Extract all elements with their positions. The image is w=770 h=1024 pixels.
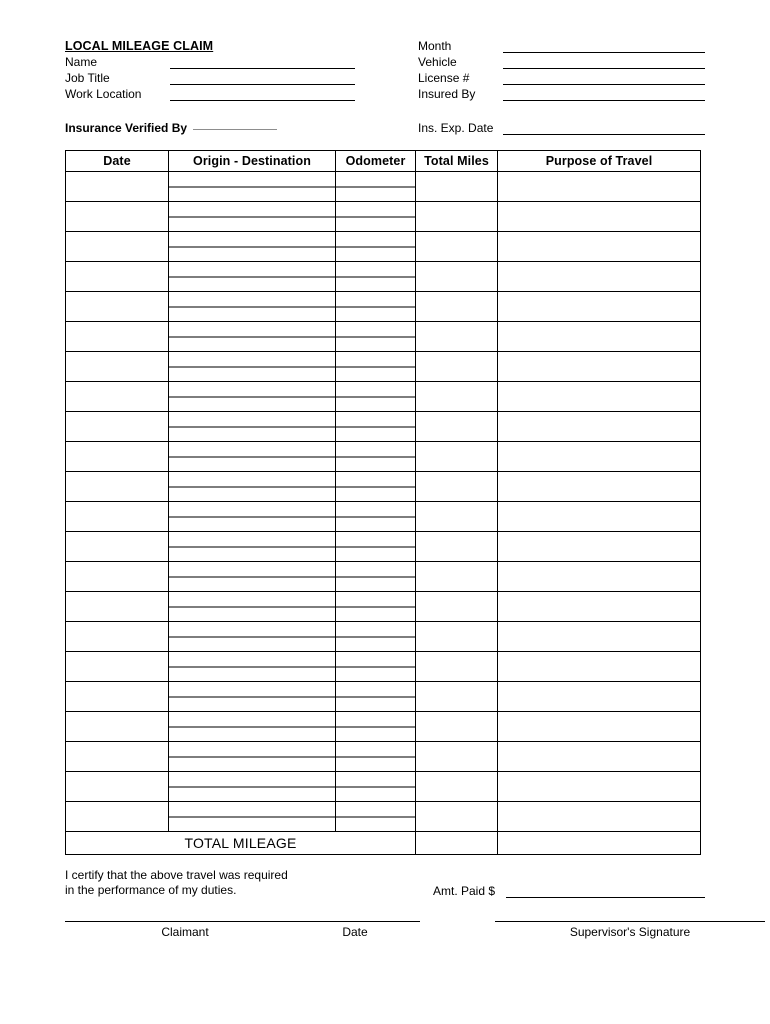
cell-odometer [336, 532, 416, 562]
table-row [66, 322, 701, 352]
odometer-subcell[interactable] [336, 367, 415, 368]
cell-purpose-of-travel[interactable] [498, 292, 701, 322]
origin-subcell[interactable] [169, 367, 335, 368]
field-ins-exp-date-rule[interactable] [503, 134, 705, 135]
origin-subcell-group [169, 396, 335, 398]
cell-purpose-of-travel[interactable] [498, 202, 701, 232]
origin-subcell[interactable] [169, 727, 335, 728]
table-row [66, 412, 701, 442]
mileage-entries-table [65, 150, 701, 855]
cell-origin-destination [169, 772, 336, 802]
odometer-subcell-group [336, 216, 415, 218]
table-header [66, 151, 701, 172]
field-license-number-label: License # [418, 71, 470, 85]
table-row [66, 472, 701, 502]
cell-origin-destination [169, 262, 336, 292]
origin-subcell[interactable] [169, 697, 335, 698]
cell-origin-destination [169, 502, 336, 532]
cell-purpose-of-travel[interactable] [498, 382, 701, 412]
column-header-purpose-of-travel: Purpose of Travel [498, 151, 701, 172]
cell-date[interactable] [66, 202, 169, 232]
cell-total-miles[interactable] [416, 562, 498, 592]
claimant-signature-line[interactable] [65, 921, 420, 922]
odometer-subcell[interactable] [336, 517, 415, 518]
origin-subcell[interactable] [169, 637, 335, 638]
cell-date[interactable] [66, 412, 169, 442]
odometer-subcell-group [336, 666, 415, 668]
origin-subcell-group [169, 486, 335, 488]
field-job-title-label: Job Title [65, 71, 110, 85]
field-vehicle-label: Vehicle [418, 55, 457, 69]
field-amount-paid-rule[interactable] [506, 897, 705, 898]
cell-purpose-of-travel[interactable] [498, 532, 701, 562]
cell-date[interactable] [66, 622, 169, 652]
field-amount-paid-label: Amt. Paid $ [433, 884, 496, 898]
table-row [66, 172, 701, 202]
claimant-signature-block[interactable] [65, 921, 420, 951]
odometer-subcell[interactable] [336, 307, 415, 308]
cell-date[interactable] [66, 532, 169, 562]
total-mileage-label: TOTAL MILEAGE [66, 832, 416, 855]
cell-odometer [336, 652, 416, 682]
field-vehicle-rule[interactable] [503, 68, 705, 69]
odometer-subcell[interactable] [336, 337, 415, 338]
table-row [66, 442, 701, 472]
table-row [66, 352, 701, 382]
origin-subcell-group [169, 366, 335, 368]
odometer-subcell-group [336, 816, 415, 818]
cell-date[interactable] [66, 802, 169, 832]
column-header-origin-destination: Origin - Destination [169, 151, 336, 172]
cell-date[interactable] [66, 472, 169, 502]
cell-date[interactable] [66, 322, 169, 352]
field-vehicle[interactable] [418, 54, 705, 70]
odometer-subcell-group [336, 336, 415, 338]
odometer-subcell[interactable] [336, 607, 415, 608]
odometer-subcell[interactable] [336, 697, 415, 698]
origin-subcell-group [169, 306, 335, 308]
table-row [66, 712, 701, 742]
origin-subcell-group [169, 786, 335, 788]
odometer-subcell[interactable] [336, 757, 415, 758]
cell-origin-destination [169, 652, 336, 682]
cell-date[interactable] [66, 682, 169, 712]
origin-subcell-group [169, 666, 335, 668]
cell-date[interactable] [66, 262, 169, 292]
odometer-subcell[interactable] [336, 577, 415, 578]
cell-purpose-of-travel[interactable] [498, 742, 701, 772]
odometer-subcell[interactable] [336, 397, 415, 398]
cell-odometer [336, 682, 416, 712]
field-insurance-verified-by-rule[interactable] [193, 129, 277, 130]
cell-origin-destination [169, 412, 336, 442]
cell-total-miles[interactable] [416, 712, 498, 742]
cell-origin-destination [169, 712, 336, 742]
odometer-subcell-group [336, 396, 415, 398]
odometer-subcell[interactable] [336, 817, 415, 818]
field-job-title-rule[interactable] [170, 84, 355, 85]
odometer-subcell-group [336, 456, 415, 458]
table-row [66, 502, 701, 532]
odometer-subcell-group [336, 246, 415, 248]
cell-total-miles[interactable] [416, 292, 498, 322]
cell-purpose-of-travel[interactable] [498, 232, 701, 262]
cell-purpose-of-travel[interactable] [498, 502, 701, 532]
cell-odometer [336, 442, 416, 472]
table-row [66, 772, 701, 802]
cell-origin-destination [169, 292, 336, 322]
table-row [66, 202, 701, 232]
odometer-subcell-group [336, 726, 415, 728]
column-header-odometer: Odometer [336, 151, 416, 172]
cell-odometer [336, 262, 416, 292]
origin-subcell-group [169, 636, 335, 638]
table-row [66, 622, 701, 652]
table-row [66, 652, 701, 682]
cell-origin-destination [169, 562, 336, 592]
claimant-date-caption: Date [342, 925, 368, 939]
table-row [66, 382, 701, 412]
origin-subcell-group [169, 816, 335, 818]
cell-total-miles[interactable] [416, 502, 498, 532]
cell-total-miles[interactable] [416, 202, 498, 232]
origin-subcell[interactable] [169, 757, 335, 758]
header-right-column [418, 38, 705, 102]
origin-subcell[interactable] [169, 217, 335, 218]
cell-odometer [336, 382, 416, 412]
field-name-label: Name [65, 55, 98, 69]
field-insurance-verified-by-label: Insurance Verified By [65, 121, 188, 135]
odometer-subcell-group [336, 426, 415, 428]
cell-total-miles[interactable] [416, 352, 498, 382]
table-row [66, 562, 701, 592]
cell-odometer [336, 592, 416, 622]
field-ins-exp-date[interactable] [418, 120, 705, 136]
field-insured-by-rule[interactable] [503, 100, 705, 101]
origin-subcell[interactable] [169, 607, 335, 608]
odometer-subcell[interactable] [336, 187, 415, 188]
cell-odometer [336, 232, 416, 262]
cell-date[interactable] [66, 712, 169, 742]
cell-date[interactable] [66, 652, 169, 682]
table-row [66, 262, 701, 292]
cell-origin-destination [169, 322, 336, 352]
cell-date[interactable] [66, 292, 169, 322]
cell-total-miles[interactable] [416, 802, 498, 832]
odometer-subcell[interactable] [336, 427, 415, 428]
cell-origin-destination [169, 742, 336, 772]
cell-total-miles[interactable] [416, 412, 498, 442]
cell-origin-destination [169, 352, 336, 382]
cell-total-miles[interactable] [416, 442, 498, 472]
cell-odometer [336, 202, 416, 232]
table-row [66, 292, 701, 322]
cell-purpose-of-travel[interactable] [498, 802, 701, 832]
odometer-subcell[interactable] [336, 667, 415, 668]
odometer-subcell[interactable] [336, 247, 415, 248]
cell-origin-destination [169, 382, 336, 412]
odometer-subcell-group [336, 786, 415, 788]
cell-odometer [336, 772, 416, 802]
odometer-subcell[interactable] [336, 457, 415, 458]
cell-purpose-of-travel[interactable] [498, 352, 701, 382]
cell-total-miles[interactable] [416, 232, 498, 262]
origin-subcell-group [169, 426, 335, 428]
total-mileage-value-cell[interactable] [416, 832, 498, 855]
odometer-subcell[interactable] [336, 277, 415, 278]
origin-subcell[interactable] [169, 307, 335, 308]
origin-subcell[interactable] [169, 577, 335, 578]
column-header-date: Date [66, 151, 169, 172]
odometer-subcell-group [336, 636, 415, 638]
cell-odometer [336, 802, 416, 832]
cell-total-miles[interactable] [416, 322, 498, 352]
field-amount-paid[interactable] [433, 883, 705, 899]
origin-subcell[interactable] [169, 277, 335, 278]
header-left-column [65, 38, 355, 102]
origin-subcell-group [169, 516, 335, 518]
odometer-subcell[interactable] [336, 217, 415, 218]
cell-origin-destination [169, 442, 336, 472]
form-footer [65, 868, 705, 958]
field-work-location[interactable] [65, 86, 355, 102]
cell-total-miles[interactable] [416, 772, 498, 802]
form-header [65, 38, 705, 143]
odometer-subcell-group [336, 366, 415, 368]
field-job-title[interactable] [65, 70, 355, 86]
origin-subcell[interactable] [169, 667, 335, 668]
field-month[interactable] [418, 38, 705, 54]
field-insured-by-label: Insured By [418, 87, 476, 101]
column-header-total-miles: Total Miles [416, 151, 498, 172]
cell-odometer [336, 712, 416, 742]
field-month-rule[interactable] [503, 52, 705, 53]
cell-date[interactable] [66, 562, 169, 592]
certification-line-2: in the performance of my duties. [65, 883, 237, 897]
origin-subcell[interactable] [169, 337, 335, 338]
odometer-subcell-group [336, 486, 415, 488]
cell-odometer [336, 502, 416, 532]
field-month-label: Month [418, 39, 452, 53]
field-insured-by[interactable] [418, 86, 705, 102]
field-insurance-verified-by[interactable] [65, 120, 277, 136]
cell-purpose-of-travel[interactable] [498, 412, 701, 442]
odometer-subcell-group [336, 186, 415, 188]
origin-subcell[interactable] [169, 397, 335, 398]
cell-purpose-of-travel[interactable] [498, 262, 701, 292]
odometer-subcell-group [336, 306, 415, 308]
origin-subcell[interactable] [169, 487, 335, 488]
cell-purpose-of-travel[interactable] [498, 682, 701, 712]
origin-subcell-group [169, 456, 335, 458]
cell-date[interactable] [66, 232, 169, 262]
total-mileage-purpose-cell[interactable] [498, 832, 701, 855]
cell-date[interactable] [66, 592, 169, 622]
cell-total-miles[interactable] [416, 742, 498, 772]
cell-total-miles[interactable] [416, 472, 498, 502]
field-work-location-label: Work Location [65, 87, 142, 101]
cell-purpose-of-travel[interactable] [498, 472, 701, 502]
cell-origin-destination [169, 472, 336, 502]
origin-subcell-group [169, 546, 335, 548]
field-ins-exp-date-label: Ins. Exp. Date [418, 121, 494, 135]
odometer-subcell[interactable] [336, 487, 415, 488]
odometer-subcell-group [336, 576, 415, 578]
table-row [66, 802, 701, 832]
total-mileage-row [66, 832, 701, 855]
certification-line-1: I certify that the above travel was required [65, 868, 288, 882]
odometer-subcell-group [336, 756, 415, 758]
cell-total-miles[interactable] [416, 262, 498, 292]
cell-total-miles[interactable] [416, 532, 498, 562]
table-footer [66, 832, 701, 855]
cell-odometer [336, 412, 416, 442]
cell-total-miles[interactable] [416, 682, 498, 712]
cell-purpose-of-travel[interactable] [498, 592, 701, 622]
supervisor-signature-line[interactable] [495, 921, 765, 922]
cell-odometer [336, 292, 416, 322]
origin-subcell[interactable] [169, 787, 335, 788]
cell-purpose-of-travel[interactable] [498, 172, 701, 202]
table-row [66, 232, 701, 262]
table-row [66, 592, 701, 622]
claimant-signature-caption: Claimant [161, 925, 209, 939]
origin-subcell[interactable] [169, 247, 335, 248]
cell-total-miles[interactable] [416, 382, 498, 412]
origin-subcell[interactable] [169, 817, 335, 818]
origin-subcell-group [169, 276, 335, 278]
cell-origin-destination [169, 802, 336, 832]
origin-subcell[interactable] [169, 517, 335, 518]
cell-origin-destination [169, 532, 336, 562]
odometer-subcell-group [336, 546, 415, 548]
cell-odometer [336, 352, 416, 382]
cell-purpose-of-travel[interactable] [498, 442, 701, 472]
supervisor-signature-block[interactable] [495, 921, 765, 951]
cell-date[interactable] [66, 772, 169, 802]
cell-total-miles[interactable] [416, 652, 498, 682]
cell-odometer [336, 622, 416, 652]
cell-total-miles[interactable] [416, 592, 498, 622]
cell-odometer [336, 562, 416, 592]
supervisor-signature-caption: Supervisor's Signature [569, 925, 691, 939]
cell-purpose-of-travel[interactable] [498, 622, 701, 652]
odometer-subcell[interactable] [336, 547, 415, 548]
odometer-subcell-group [336, 696, 415, 698]
cell-origin-destination [169, 592, 336, 622]
cell-purpose-of-travel[interactable] [498, 712, 701, 742]
page-title: LOCAL MILEAGE CLAIM [65, 39, 214, 53]
cell-odometer [336, 172, 416, 202]
table-body [66, 172, 701, 832]
field-license-number-rule[interactable] [503, 84, 705, 85]
cell-total-miles[interactable] [416, 172, 498, 202]
origin-subcell-group [169, 216, 335, 218]
table-row [66, 742, 701, 772]
cell-origin-destination [169, 622, 336, 652]
cell-origin-destination [169, 232, 336, 262]
certification-statement [65, 868, 288, 898]
origin-subcell[interactable] [169, 457, 335, 458]
cell-total-miles[interactable] [416, 622, 498, 652]
field-work-location-rule[interactable] [170, 100, 355, 101]
cell-date[interactable] [66, 742, 169, 772]
cell-purpose-of-travel[interactable] [498, 772, 701, 802]
origin-subcell-group [169, 246, 335, 248]
origin-subcell-group [169, 576, 335, 578]
odometer-subcell[interactable] [336, 637, 415, 638]
cell-date[interactable] [66, 352, 169, 382]
cell-odometer [336, 742, 416, 772]
origin-subcell[interactable] [169, 187, 335, 188]
cell-purpose-of-travel[interactable] [498, 562, 701, 592]
odometer-subcell[interactable] [336, 727, 415, 728]
origin-subcell-group [169, 726, 335, 728]
origin-subcell-group [169, 696, 335, 698]
cell-odometer [336, 322, 416, 352]
cell-date[interactable] [66, 442, 169, 472]
table-header-row [66, 151, 701, 172]
origin-subcell[interactable] [169, 427, 335, 428]
table-row [66, 682, 701, 712]
origin-subcell-group [169, 186, 335, 188]
cell-odometer [336, 472, 416, 502]
cell-purpose-of-travel[interactable] [498, 652, 701, 682]
cell-date[interactable] [66, 382, 169, 412]
cell-origin-destination [169, 172, 336, 202]
odometer-subcell-group [336, 276, 415, 278]
cell-date[interactable] [66, 172, 169, 202]
origin-subcell-group [169, 756, 335, 758]
cell-purpose-of-travel[interactable] [498, 322, 701, 352]
table-row [66, 532, 701, 562]
field-name-rule[interactable] [170, 68, 355, 69]
field-license-number[interactable] [418, 70, 705, 86]
odometer-subcell-group [336, 606, 415, 608]
origin-subcell-group [169, 606, 335, 608]
cell-date[interactable] [66, 502, 169, 532]
odometer-subcell-group [336, 516, 415, 518]
cell-origin-destination [169, 682, 336, 712]
odometer-subcell[interactable] [336, 787, 415, 788]
field-name[interactable] [65, 54, 355, 70]
origin-subcell-group [169, 336, 335, 338]
origin-subcell[interactable] [169, 547, 335, 548]
cell-origin-destination [169, 202, 336, 232]
